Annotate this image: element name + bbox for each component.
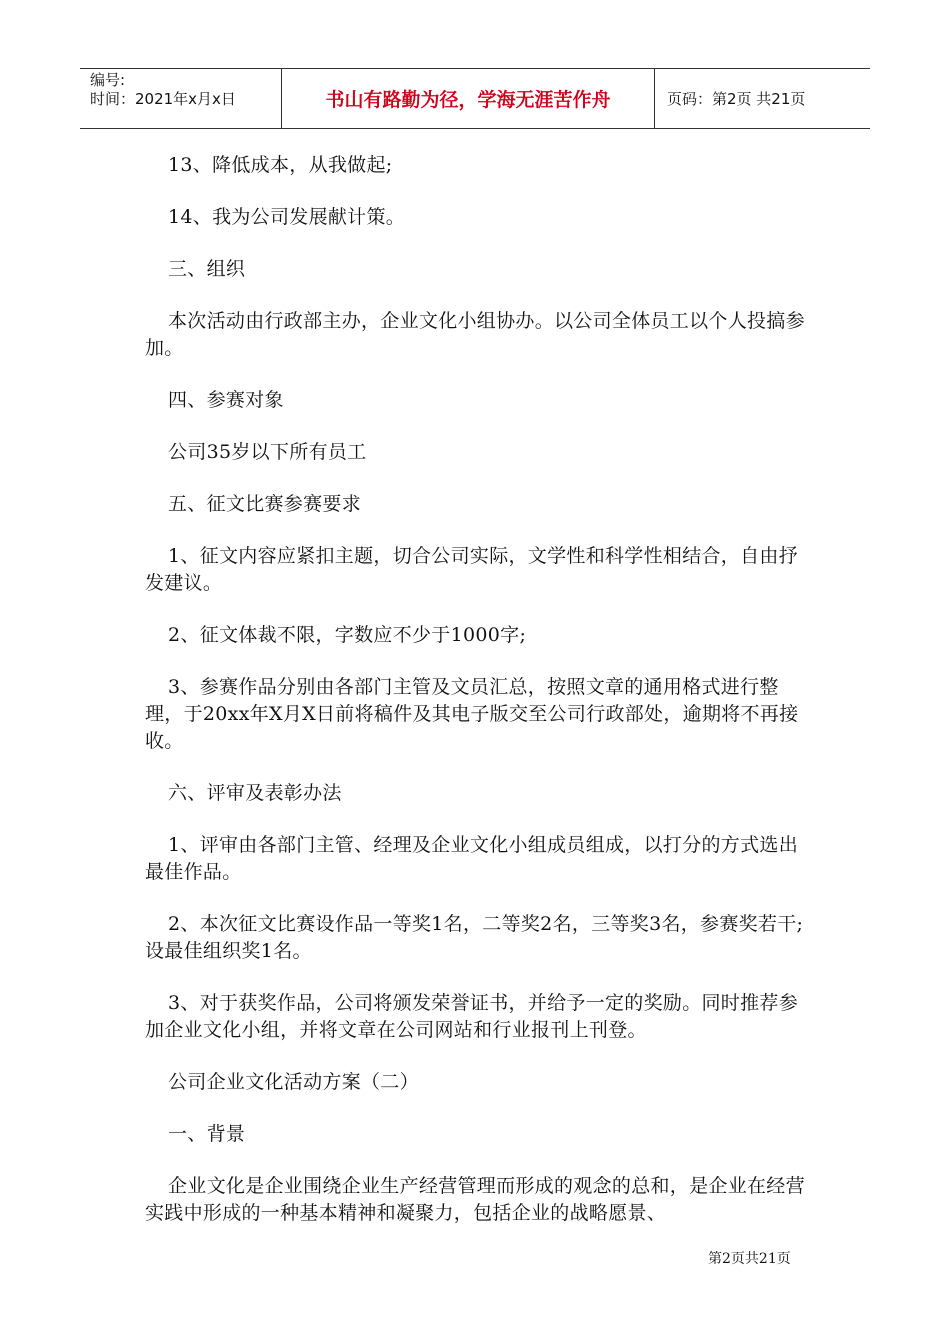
section-heading: 三、组织 — [168, 258, 246, 280]
section-heading: 五、征文比赛参赛要求 — [168, 493, 362, 515]
paragraph: 1、征文内容应紧扣主题，切合公司实际，文学性和科学性相结合，自由抒发建议。 — [145, 545, 798, 594]
document-time-label: 时间：2021年x月x日 — [90, 90, 236, 108]
section-heading: 四、参赛对象 — [168, 389, 284, 411]
paragraph: 14、我为公司发展献计策。 — [168, 206, 406, 228]
paragraph: 1、评审由各部门主管、经理及企业文化小组成员组成，以打分的方式选出最佳作品。 — [145, 834, 798, 883]
paragraph: 13、降低成本，从我做起; — [168, 154, 393, 176]
page-footer: 第2页共21页 — [708, 1251, 791, 1267]
paragraph: 公司35岁以下所有员工 — [168, 441, 367, 463]
document-body — [145, 152, 815, 1252]
document-subtitle: 公司企业文化活动方案（二） — [168, 1071, 419, 1093]
header-page-info: 页码：第2页 共21页 — [667, 90, 806, 108]
paragraph: 3、对于获奖作品，公司将颁发荣誉证书，并给予一定的奖励。同时推荐参加企业文化小组，并将文章在公司网站和行业报刊上刊登。 — [145, 992, 798, 1041]
paragraph: 3、参赛作品分别由各部门主管及文员汇总，按照文章的通用格式进行整理，于20xx年X月X日前将稿件及其电子版交至公司行政部处，逾期将不再接收。 — [145, 676, 799, 752]
paragraph: 2、本次征文比赛设作品一等奖1名，二等奖2名，三等奖3名，参赛奖若干;设最佳组织奖1名。 — [145, 913, 804, 962]
paragraph: 本次活动由行政部主办，企业文化小组协办。以公司全体员工以个人投搞参加。 — [145, 310, 805, 359]
header-meta — [80, 69, 282, 128]
page-header — [80, 68, 870, 129]
section-heading: 一、背景 — [168, 1123, 246, 1145]
document-number-label: 编号: — [90, 71, 126, 89]
paragraph: 2、征文体裁不限，字数应不少于1000字; — [168, 624, 527, 646]
paragraph: 企业文化是企业围绕企业生产经营管理而形成的观念的总和，是企业在经营实践中形成的一种基本精神和凝聚力，包括企业的战略愿景、 — [145, 1175, 805, 1224]
section-heading: 六、评审及表彰办法 — [168, 782, 342, 804]
header-motto: 书山有路勤为径，学海无涯苦作舟 — [282, 69, 655, 128]
